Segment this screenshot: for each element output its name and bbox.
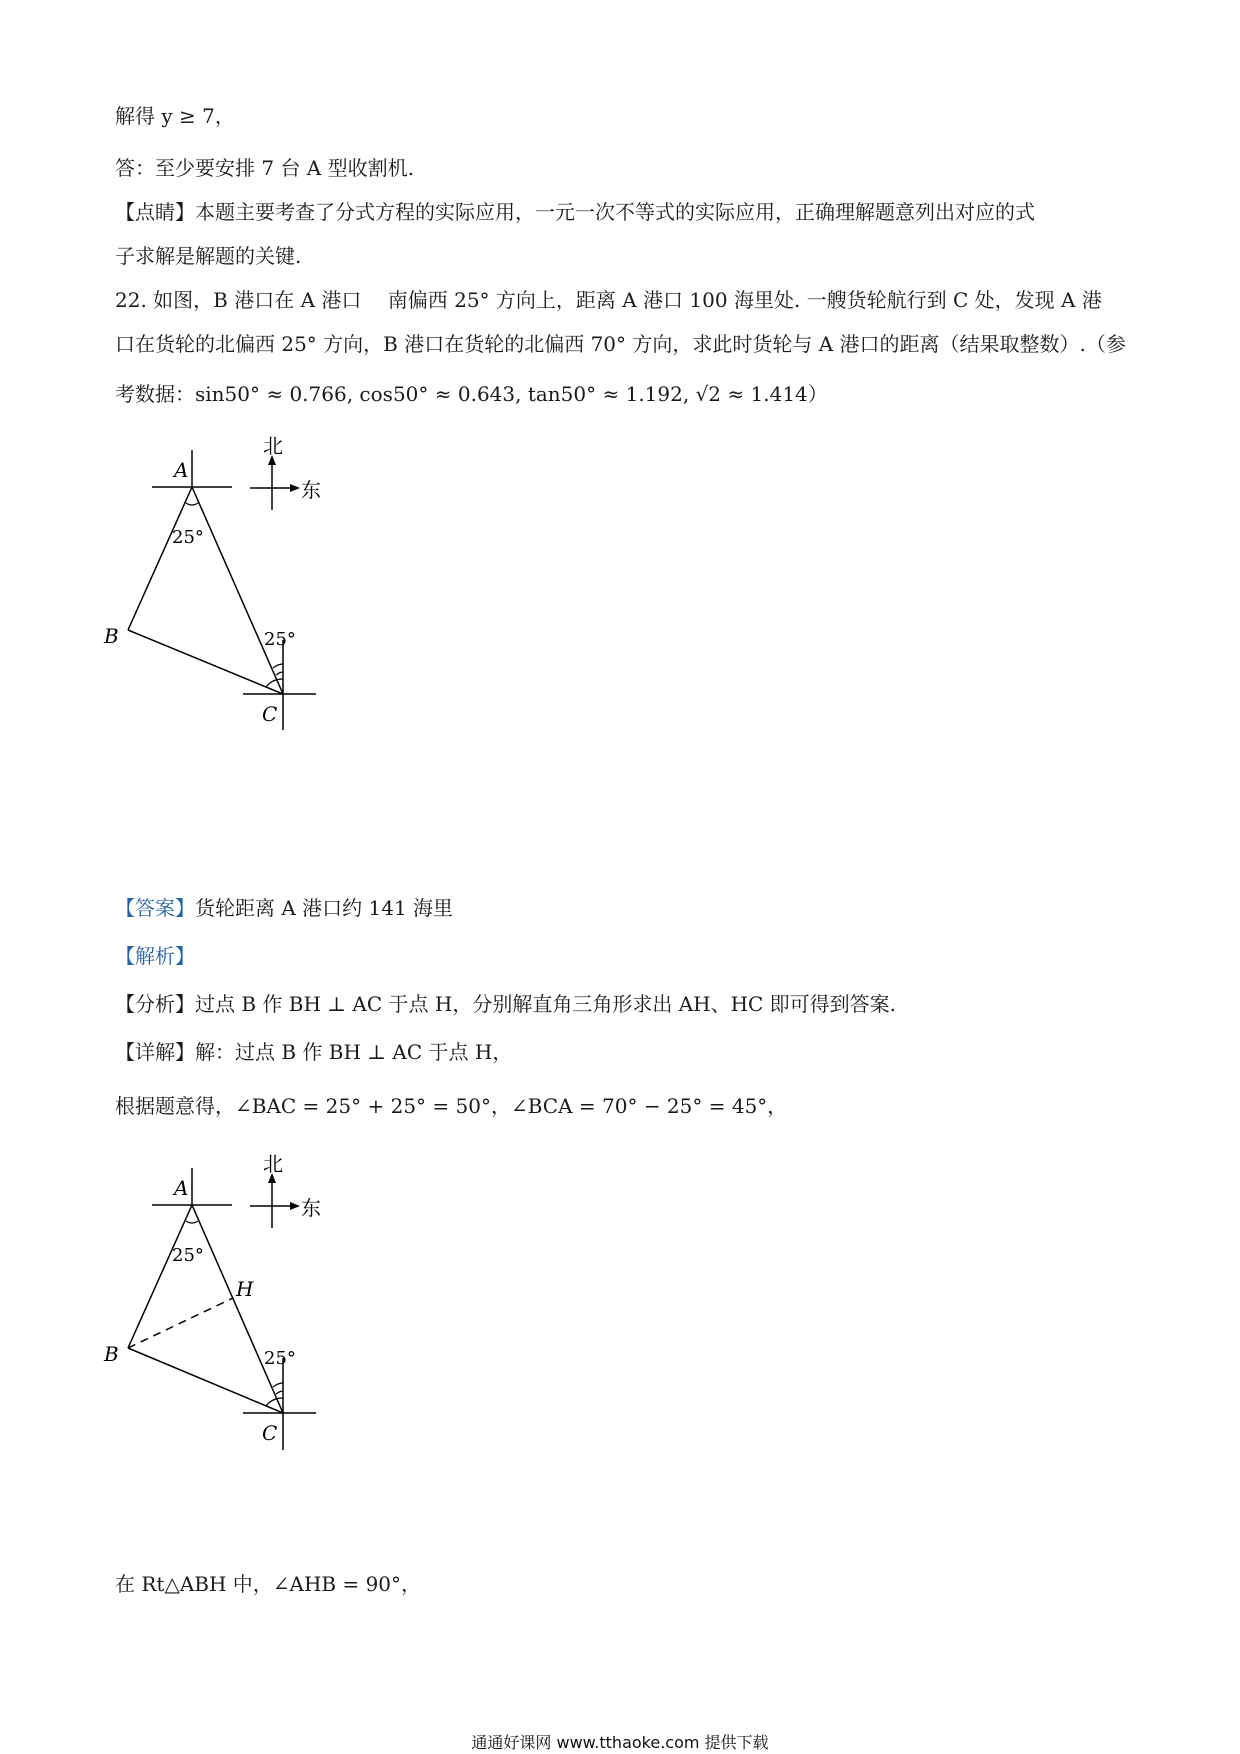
text-line-answer-prev: 答：至少要安排 7 台 A 型收割机. xyxy=(115,156,414,180)
last-line: 在 Rt△ABH 中，∠AHB = 90°， xyxy=(115,1572,422,1596)
angle-arc-c-outer xyxy=(273,664,283,668)
angle-label-bottom: 25° xyxy=(264,629,296,650)
side-ac-2 xyxy=(192,1205,283,1413)
side-ac xyxy=(192,487,283,694)
label-b-2: B xyxy=(104,1342,119,1366)
side-ab-2 xyxy=(128,1205,192,1348)
angle-arc-c-large-2 xyxy=(266,1398,283,1406)
footer-source: 通通好课网 www.tthaoke.com 提供下载 xyxy=(471,1733,769,1752)
angle-label-top: 25° xyxy=(172,527,204,548)
answer-tag: 【答案】 xyxy=(115,896,195,920)
analysis-line xyxy=(115,940,195,969)
angle-arc-a-2 xyxy=(186,1221,198,1223)
label-c-2: C xyxy=(262,1421,278,1445)
text-line-dianjing: 【点睛】本题主要考查了分式方程的实际应用，一元一次不等式的实际应用，正确理解题意列出对应的式 xyxy=(115,200,1035,224)
text-line-dianjing-cont: 子求解是解题的关键. xyxy=(115,244,302,268)
xiangjie-line: 【详解】解：过点 B 作 BH ⊥ AC 于点 H， xyxy=(115,1040,513,1064)
angle-label-bottom-2: 25° xyxy=(264,1348,296,1369)
east-arrow-icon xyxy=(290,484,300,492)
angle-arc-c-inner-2 xyxy=(276,1391,283,1394)
angles-line: 根据题意得，∠BAC = 25° + 25° = 50°，∠BCA = 70° − 25° = 45°， xyxy=(115,1094,788,1118)
label-a: A xyxy=(174,458,189,482)
figure-2 xyxy=(100,1150,380,1480)
label-a-2: A xyxy=(174,1176,189,1200)
side-bc-2 xyxy=(128,1348,283,1413)
angle-arc-c-large xyxy=(266,679,283,687)
question-22-line-2: 口在货轮的北偏西 25° 方向，B 港口在货轮的北偏西 70° 方向，求此时货轮与 A 港口的距离（结果取整数）.（参 xyxy=(115,332,1126,356)
angle-arc-c-outer-2 xyxy=(273,1383,283,1387)
east-label: 东 xyxy=(301,478,321,502)
question-22-line-1: 22. 如图，B 港口在 A 港口 南偏西 25° 方向上，距离 A 港口 100 海里处. 一艘货轮航行到 C 处，发现 A 港 xyxy=(115,288,1102,312)
dashed-bh xyxy=(128,1298,233,1348)
analysis-tag: 【解析】 xyxy=(115,944,195,968)
angle-arc-c-inner xyxy=(276,672,283,675)
question-22-reference-data: 考数据：sin50° ≈ 0.766, cos50° ≈ 0.643, tan50° ≈ 1.192, √2 ≈ 1.414） xyxy=(115,382,828,406)
text-line-solve: 解得 y ≥ 7， xyxy=(115,104,235,128)
answer-line xyxy=(115,892,453,921)
east-arrow-icon-2 xyxy=(290,1202,300,1210)
angle-label-top-2: 25° xyxy=(172,1245,204,1266)
north-label: 北 xyxy=(263,434,283,458)
label-h: H xyxy=(236,1277,254,1301)
label-c: C xyxy=(262,702,278,726)
north-label-2: 北 xyxy=(263,1152,283,1176)
answer-text: 货轮距离 A 港口约 141 海里 xyxy=(195,896,454,920)
east-label-2: 东 xyxy=(301,1196,321,1220)
fenxi-line: 【分析】过点 B 作 BH ⊥ AC 于点 H，分别解直角三角形求出 AH、HC 即可得到答案. xyxy=(115,992,897,1016)
figure-1 xyxy=(100,425,380,745)
side-ab xyxy=(128,487,192,630)
label-b: B xyxy=(104,624,119,648)
angle-arc-a xyxy=(186,503,198,505)
